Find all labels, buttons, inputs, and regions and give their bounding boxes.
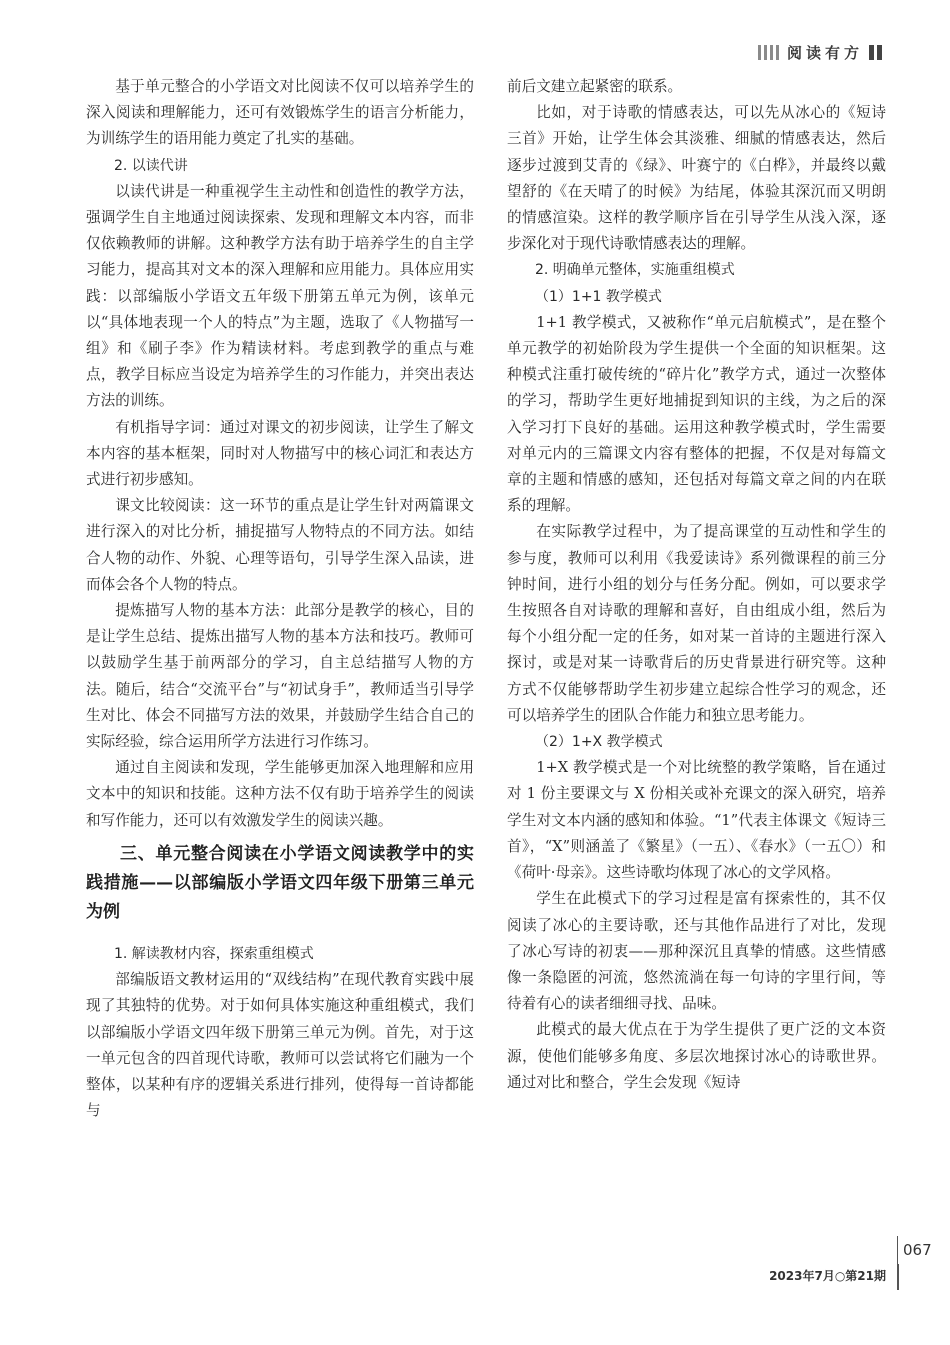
left-column	[86, 74, 474, 1124]
subheading: 2. 明确单元整体，实施重组模式	[535, 262, 735, 279]
paragraph: 以读代讲是一种重视学生主动性和创造性的教学方法，强调学生自主地通过阅读探索、发现和理解文本内容，而非仅依赖教师的讲解。这种教学方法有助于培养学生的自主学习能力，提高其对文本的深入理解和应用能力。具体应用实践：以部编版小学语文五年级下册第五单元为例，该单元以“具体地表现一个人的特点”为主题，选取了《人物描写一组》和《刷子李》作为精读材料。考虑到教学的重点与难点，教学目标应当设定为培养学生的习作能力，并突出表达方法的训练。	[86, 182, 474, 410]
paragraph: 提炼描写人物的基本方法：此部分是教学的核心，目的是让学生总结、提炼出描写人物的基本方法和技巧。教师可以鼓励学生基于前两部分的学习，自主总结描写人物的方法。随后，结合“交流平台”与“初试身手”，教师适当引导学生对比、体会不同描写方法的效果，并鼓励学生结合自己的实际经验，综合运用所学方法进行习作练习。	[86, 602, 474, 751]
paragraph: 通过自主阅读和发现，学生能够更加深入地理解和应用文本中的知识和技能。这种方法不仅有助于培养学生的阅读和写作能力，还可以有效激发学生的阅读兴趣。	[86, 759, 474, 829]
section-heading: 三、单元整合阅读在小学语文阅读教学中的实践措施——以部编版小学语文四年级下册第三单元为例	[86, 843, 474, 922]
header-decoration-bars	[758, 45, 779, 60]
section-label: 阅读有方	[786, 43, 863, 62]
paragraph: 基于单元整合的小学语文对比阅读不仅可以培养学生的深入阅读和理解能力，还可有效锻炼学生的语言分析能力，为训练学生的语用能力奠定了扎实的基础。	[86, 78, 474, 148]
paragraph: 比如，对于诗歌的情感表达，可以先从冰心的《短诗三首》开始，让学生体会其淡雅、细腻的情感表达，然后逐步过渡到艾青的《绿》、叶赛宁的《白桦》，并最终以戴望舒的《在天晴了的时候》为结尾，体验其深沉而又明朗的情感渲染。这样的教学顺序旨在引导学生从浅入深，逐步深化对于现代诗歌情感表达的理解。	[507, 104, 886, 253]
paragraph: 在实际教学过程中，为了提高课堂的互动性和学生的参与度，教师可以利用《我爱读诗》系列微课程的前三分钟时间，进行小组的划分与任务分配。例如，可以要求学生按照各自对诗歌的理解和喜好，自由组成小组，然后为每个小组分配一定的任务，如对某一首诗的主题进行深入探讨，或是对某一诗歌背后的历史背景进行研究等。这种方式不仅能够帮助学生初步建立起综合性学习的观念，还可以培养学生的团队合作能力和独立思考能力。	[507, 523, 886, 724]
paragraph: 此模式的最大优点在于为学生提供了更广泛的文本资源，使他们能够多角度、多层次地探讨冰心的诗歌世界。通过对比和整合，学生会发现《短诗	[507, 1021, 886, 1091]
issue-info: 2023年7月○第21期	[769, 1269, 886, 1283]
paragraph: 学生在此模式下的学习过程是富有探索性的，其不仅阅读了冰心的主要诗歌，还与其他作品进行了对比，发现了冰心写诗的初衷——那种深沉且真挚的情感。这些情感像一条隐匿的河流，悠然流淌在每一句诗的字里行间，等待着有心的读者细细寻找、品味。	[507, 890, 886, 1013]
subheading: 1. 解读教材内容，探索重组模式	[114, 945, 314, 962]
paragraph-continued: 前后文建立起紧密的联系。	[507, 78, 683, 95]
paragraph: 1+X 教学模式是一个对比统整的教学策略，旨在通过对 1 份主要课文与 X 份相关或补充课文的深入研究，培养学生对文本内涵的感知和体验。“1”代表主体课文《短诗三首》，“X”则涵盖了《繁星》（一五）、《春水》（一五〇）和《荷叶·母亲》。这些诗歌均体现了冰心的文学风格。	[507, 759, 886, 882]
header-decoration-bars-right	[869, 45, 882, 60]
paragraph: 部编版语文教材运用的“双线结构”在现代教育实践中展现了其独特的优势。对于如何具体实施这种重组模式，我们以部编版小学语文四年级下册第三单元为例。首先，对于这一单元包含的四首现代诗歌，教师可以尝试将它们融为一个整体，以某种有序的逻辑关系进行排列，使得每一首诗都能与	[86, 971, 474, 1120]
subheading: 2. 以读代讲	[114, 157, 188, 174]
footer-rule	[897, 1264, 899, 1290]
running-header	[758, 40, 882, 64]
right-column	[507, 74, 886, 1096]
paragraph: 1+1 教学模式，又被称作“单元启航模式”，是在整个单元教学的初始阶段为学生提供一个全面的知识框架。这种模式注重打破传统的“碎片化”教学方式，通过一次整体的学习，帮助学生更好地捕捉到知识的主线，为之后的深入学习打下良好的基础。运用这种教学模式时，学生需要对单元内的三篇课文内容有整体的把握，不仅是对每篇文章的主题和情感的感知，还包括对每篇文章之间的内在联系的理解。	[507, 313, 886, 515]
page-number: 067	[897, 1236, 941, 1264]
subheading: （2）1+X 教学模式	[535, 734, 663, 751]
subheading: （1）1+1 教学模式	[535, 288, 662, 305]
paragraph: 有机指导字词：通过对课文的初步阅读，让学生了解文本内容的基本框架，同时对人物描写中的核心词汇和表达方式进行初步感知。	[86, 418, 474, 489]
paragraph: 课文比较阅读：这一环节的重点是让学生针对两篇课文进行深入的对比分析，捕捉描写人物特点的不同方法。如结合人物的动作、外貌、心理等语句，引导学生深入品读，进而体会各个人物的特点。	[86, 497, 474, 593]
